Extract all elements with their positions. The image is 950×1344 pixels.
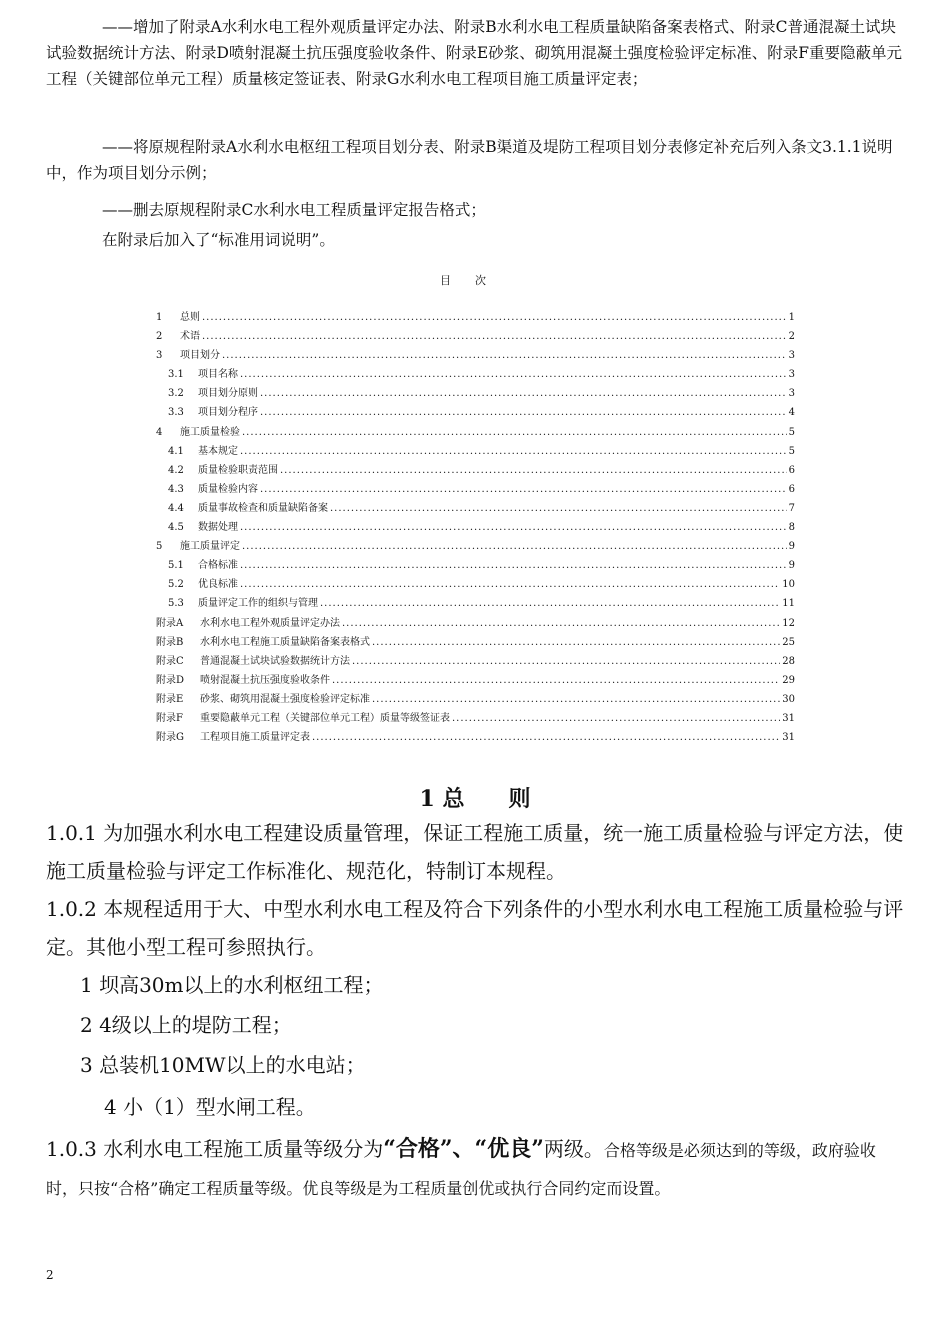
toc-entry-label: 工程项目施工质量评定表 [200, 732, 310, 744]
toc-entry-label: 喷射混凝土抗压强度验收条件 [200, 674, 330, 686]
toc-entry [156, 308, 795, 327]
toc-entry-number: 4.4 [168, 502, 184, 514]
toc-entry-label: 砂浆、砌筑用混凝土强度检验评定标准 [200, 693, 370, 705]
toc-entry [156, 652, 795, 671]
toc-entry [156, 537, 795, 556]
toc-entry-page: 1 [788, 312, 795, 323]
toc-entry-label: 施工质量评定 [180, 541, 240, 553]
toc-leader-dots [240, 369, 787, 380]
toc-leader-dots [312, 732, 780, 743]
toc-entry-label: 数据处理 [198, 522, 238, 534]
toc-entry-page: 5 [788, 445, 795, 457]
section-1-0-3-body: 合格等级是必须达到的等级，政府验收时，只按“合格”确定工程质量等级。优良等级是为工程质量创优或执行合同约定而设置。 [46, 1141, 876, 1198]
toc-entry-label: 重要隐蔽单元工程（关键部位单元工程）质量等级签证表 [200, 712, 450, 724]
toc-leader-dots [240, 522, 787, 533]
toc-entry-label: 术语 [180, 331, 200, 343]
toc-entry [156, 403, 795, 422]
toc-entry-number: 4 [156, 426, 163, 438]
toc-entry-label: 总则 [180, 312, 200, 323]
toc-entry-label: 质量评定工作的组织与管理 [198, 598, 318, 610]
toc-entry-number: 附录E [156, 693, 184, 705]
toc-entry-number: 附录F [156, 712, 183, 724]
toc-entry [156, 709, 795, 728]
intro-paragraph-4: 在附录后加入了“标准用词说明”。 [102, 231, 335, 249]
toc-entry-number: 5.2 [168, 579, 184, 591]
toc-entry-page: 10 [782, 579, 795, 591]
list-item: 2 4级以上的堤防工程； [80, 1013, 292, 1037]
toc-entry-number: 3.3 [168, 407, 184, 419]
list-item: 1 坝高30m以上的水利枢纽工程； [80, 973, 384, 997]
toc-leader-dots [202, 312, 787, 323]
toc-entry-number: 5.3 [168, 598, 184, 610]
toc-leader-dots [240, 579, 780, 590]
section-1-0-2: 1.0.2 本规程适用于大、中型水利水电工程及符合下列条件的小型水利水电工程施工质量检验与评定。其他小型工程可参照执行。 [46, 897, 904, 959]
toc-entry [156, 346, 795, 365]
toc-leader-dots [242, 541, 787, 552]
toc-entry-page: 30 [782, 693, 795, 705]
toc-leader-dots [352, 656, 780, 667]
toc-entry-page: 31 [782, 732, 795, 744]
toc-entry-page: 3 [788, 369, 795, 381]
toc-entry [156, 614, 795, 633]
toc-entry-label: 水利水电工程施工质量缺陷备案表格式 [200, 636, 370, 648]
chapter-heading: 1 总 则 [419, 786, 531, 812]
toc-entry-number: 附录A [156, 617, 184, 629]
toc-entry-label: 质量检验职责范围 [198, 464, 278, 476]
toc-entry-number: 4.2 [168, 464, 184, 476]
toc-entry-number: 附录D [156, 674, 185, 686]
toc-entry [156, 480, 795, 499]
toc-entry-page: 7 [788, 502, 795, 514]
toc-entry-number: 附录B [156, 636, 184, 648]
toc-entry [156, 728, 795, 747]
toc-entry-label: 项目名称 [198, 369, 238, 381]
toc-entry-label: 施工质量检验 [180, 426, 240, 438]
toc-leader-dots [452, 713, 780, 724]
toc-entry-page: 31 [782, 712, 795, 724]
toc-entry-page: 9 [788, 541, 795, 553]
toc-entry-label: 基本规定 [198, 445, 238, 457]
toc-leader-dots [372, 637, 780, 648]
toc-entry-number: 2 [156, 331, 163, 343]
toc-entry-number: 4.3 [168, 483, 184, 495]
toc-entry-label: 水利水电工程外观质量评定办法 [200, 617, 340, 629]
list-item: 3 总装机10MW以上的水电站； [80, 1053, 366, 1077]
toc-entry-label: 项目划分原则 [198, 388, 258, 400]
toc-entry-label: 普通混凝土试块试验数据统计方法 [200, 655, 350, 667]
toc-entry-number: 附录C [156, 655, 184, 667]
toc-entry-number: 1 [156, 312, 163, 323]
toc-leader-dots [260, 388, 787, 399]
toc-leader-dots [202, 331, 787, 342]
list-item: 4 小（1）型水闸工程。 [104, 1095, 316, 1119]
toc-entry [156, 556, 795, 575]
toc-entry [156, 518, 795, 537]
section-1-0-3-suffix: 两级。 [543, 1137, 604, 1161]
toc-entry-page: 3 [788, 350, 795, 362]
intro-paragraph-1: ——增加了附录A水利水电工程外观质量评定办法、附录B水利水电工程质量缺陷备案表格式、附录C普通混凝土试块试验数据统计方法、附录D喷射混凝土抗压强度验收条件、附录E砂浆、砌筑用混凝土强度检验评定标准、附录F重要隐蔽单元工程（关键部位单元工程）质量核定签证表、附录G水利水电工程项目施工质量评定表； [46, 18, 903, 88]
toc-leader-dots [342, 618, 780, 629]
toc-entry [156, 690, 795, 709]
toc-leader-dots [280, 465, 787, 476]
toc-entry-number: 5.1 [168, 560, 184, 572]
toc-entry-page: 2 [788, 331, 795, 343]
toc-entry-label: 质量检验内容 [198, 483, 258, 495]
toc-entry-page: 28 [782, 655, 795, 667]
toc-entry-page: 6 [788, 464, 795, 476]
toc-entry-page: 6 [788, 483, 795, 495]
section-1-0-1: 1.0.1 为加强水利水电工程建设质量管理，保证工程施工质量，统一施工质量检验与评定方法，使施工质量检验与评定工作标准化、规范化，特制订本规程。 [46, 821, 904, 883]
toc-entry-label: 项目划分程序 [198, 407, 258, 419]
toc-entry [156, 461, 795, 480]
toc-title: 目次 [440, 274, 510, 287]
toc-entry-label: 合格标准 [198, 560, 238, 572]
toc-entry [156, 423, 795, 442]
intro-paragraph-3: ——删去原规程附录C水利水电工程质量评定报告格式； [102, 201, 486, 219]
toc-entry-page: 8 [788, 522, 795, 534]
toc-entry-number: 3 [156, 350, 163, 362]
toc-entry-number: 3.1 [168, 369, 184, 381]
toc-entry-page: 4 [788, 407, 795, 419]
section-1-0-3 [46, 1130, 906, 1208]
toc-entry [156, 633, 795, 652]
toc-leader-dots [372, 694, 780, 705]
toc-leader-dots [332, 675, 780, 686]
toc-entry-page: 25 [782, 636, 795, 648]
toc-entry-page: 3 [788, 388, 795, 400]
toc-entry-page: 11 [782, 598, 795, 610]
toc-entry-page: 5 [788, 426, 795, 438]
toc-entry-page: 12 [782, 617, 795, 629]
toc-entry-label: 优良标准 [198, 579, 238, 591]
toc-entry [156, 365, 795, 384]
toc-entry-page: 29 [782, 674, 795, 686]
intro-paragraph-2: ——将原规程附录A水利水电枢纽工程项目划分表、附录B渠道及堤防工程项目划分表修定补充后列入条文3.1.1说明中，作为项目划分示例； [46, 138, 893, 182]
table-of-contents [156, 308, 795, 747]
toc-entry [156, 594, 795, 613]
toc-entry-number: 4.1 [168, 445, 184, 457]
toc-entry [156, 384, 795, 403]
toc-leader-dots [240, 446, 787, 457]
toc-entry [156, 499, 795, 518]
toc-leader-dots [330, 503, 787, 514]
page-number: 2 [46, 1268, 54, 1282]
toc-entry-number: 5 [156, 541, 163, 553]
toc-leader-dots [260, 407, 787, 418]
toc-entry [156, 442, 795, 461]
toc-leader-dots [320, 598, 780, 609]
toc-entry-label: 质量事故检查和质量缺陷备案 [198, 502, 328, 514]
toc-entry-number: 3.2 [168, 388, 184, 400]
toc-entry-number: 4.5 [168, 522, 184, 534]
toc-leader-dots [260, 484, 787, 495]
toc-entry-page: 9 [788, 560, 795, 572]
toc-leader-dots [222, 350, 787, 361]
toc-leader-dots [240, 560, 787, 571]
toc-leader-dots [242, 427, 787, 438]
section-1-0-3-lead: 1.0.3 水利水电工程施工质量等级分为 [46, 1137, 384, 1161]
toc-entry [156, 575, 795, 594]
toc-entry [156, 327, 795, 346]
toc-entry [156, 671, 795, 690]
section-1-0-3-grades: “合格”、“优良” [383, 1136, 544, 1162]
toc-entry-number: 附录G [156, 732, 184, 744]
toc-entry-label: 项目划分 [180, 350, 220, 362]
